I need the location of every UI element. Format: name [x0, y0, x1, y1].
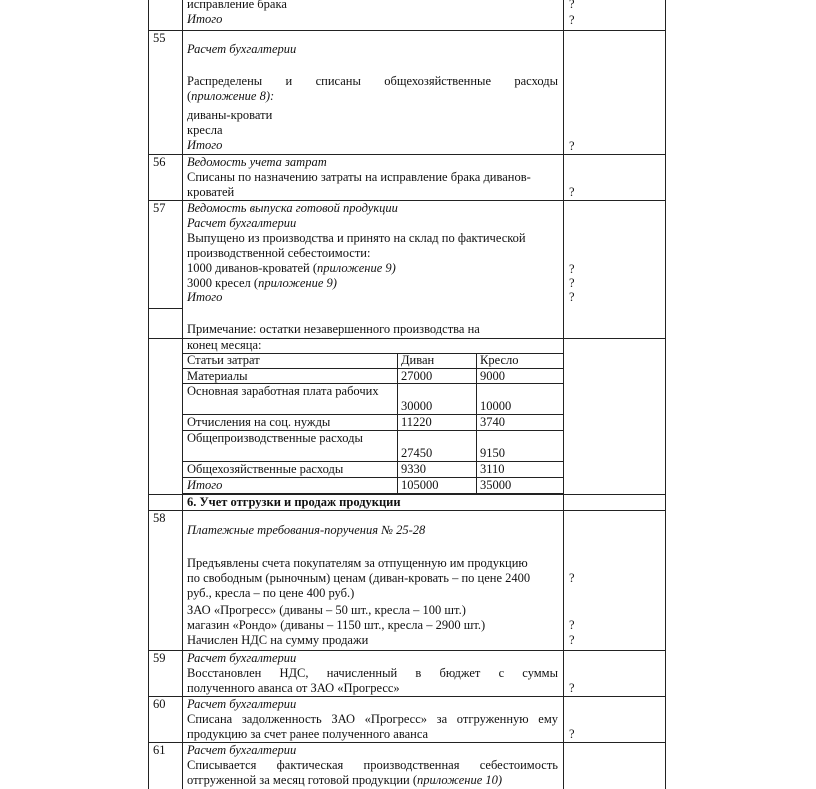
wip-row-label: Основная заработная плата рабочих — [187, 384, 379, 398]
row57-note1: Примечание: остатки незавершенного производства на — [187, 322, 480, 336]
row56-text1: Списаны по назначению затраты на исправление брака диванов- — [187, 170, 531, 184]
wip-row-label: Отчисления на соц. нужды — [187, 415, 331, 429]
table-border-right — [665, 0, 666, 789]
row59-doc: Расчет бухгалтерии — [187, 651, 297, 665]
wip-row-label: Материалы — [187, 369, 248, 383]
wip-row-chair: 3740 — [480, 415, 505, 429]
wip-header-sofa: Диван — [401, 353, 435, 367]
wip-row-label: Итого — [187, 478, 223, 492]
section-heading: 6. Учет отгрузки и продаж продукции — [187, 495, 401, 509]
row58-text4: ЗАО «Прогресс» (диваны – 50 шт., кресла – 100 шт.) — [187, 603, 466, 617]
row59-text1: Восстановлен НДС, начисленный в бюджет с суммы — [187, 666, 558, 680]
table-border-mid — [563, 0, 564, 789]
row61-number: 61 — [153, 743, 166, 757]
row56-doc: Ведомость учета затрат — [187, 155, 327, 169]
row54-q2: ? — [569, 13, 575, 27]
row57-text1: Выпущено из производства и принято на склад по фактической — [187, 231, 526, 245]
row55-text1: Распределены и списаны общехозяйственные расходы — [187, 74, 558, 88]
row58-text2: по свободным (рыночным) ценам (диван-кровать – по цене 2400 — [187, 571, 531, 585]
wip-header-chair: Кресло — [480, 353, 519, 367]
row58-number: 58 — [153, 511, 166, 525]
row57-line2: 3000 кресел (приложение 9) — [187, 276, 337, 290]
row55-item1: диваны-кровати — [187, 108, 273, 122]
row58-q3: ? — [569, 633, 575, 647]
row58-text5: магазин «Рондо» (диваны – 1150 шт., кресла – 2900 шт.) — [187, 618, 486, 632]
wip-row-sofa: 105000 — [401, 478, 439, 492]
wip-row-sofa: 27000 — [401, 369, 433, 383]
row60-number: 60 — [153, 697, 166, 711]
row-divider — [148, 510, 666, 511]
row54-text: исправление брака — [187, 0, 287, 11]
wip-row-label: Общепроизводственные расходы — [187, 431, 363, 445]
row59-number: 59 — [153, 651, 166, 665]
row57-text2: производственной себестоимости: — [187, 246, 371, 260]
row56-text2: кроватей — [187, 185, 235, 199]
wip-row-chair: 9000 — [480, 369, 505, 383]
row55-item2: кресла — [187, 123, 223, 137]
row57-doc2: Расчет бухгалтерии — [187, 216, 297, 230]
row59-q: ? — [569, 681, 575, 695]
row-divider — [148, 30, 666, 31]
row60-q: ? — [569, 727, 575, 741]
wip-row-sofa: 27450 — [401, 446, 433, 460]
row59-text2: полученного аванса от ЗАО «Прогресс» — [187, 681, 400, 695]
wip-row-label: Общехозяйственные расходы — [187, 462, 344, 476]
wip-row-sofa: 9330 — [401, 462, 426, 476]
row61-text1: Списывается фактическая производственная себестоимость — [187, 758, 558, 772]
row61-text2: отгруженной за месяц готовой продукции (приложение 10) — [187, 773, 503, 787]
row58-text3: руб., кресла – по цене 400 руб.) — [187, 586, 355, 600]
row55-q: ? — [569, 139, 575, 153]
row58-q1: ? — [569, 571, 575, 585]
wip-table — [183, 353, 563, 494]
row57-doc1: Ведомость выпуска готовой продукции — [187, 201, 398, 215]
wip-row-sofa: 30000 — [401, 399, 433, 413]
row55-text2: (приложение 8): — [187, 89, 275, 103]
row61-doc: Расчет бухгалтерии — [187, 743, 297, 757]
row54-q1: ? — [569, 0, 575, 11]
wip-header-item: Статьи затрат — [187, 353, 260, 367]
row58-q2: ? — [569, 618, 575, 632]
row57-line1: 1000 диванов-кроватей (приложение 9) — [187, 261, 396, 275]
row60-text1: Списана задолженность ЗАО «Прогресс» за отгруженную ему — [187, 712, 558, 726]
wip-row-chair: 35000 — [480, 478, 512, 492]
row56-number: 56 — [153, 155, 166, 169]
row58-doc: Платежные требования-поручения № 25-28 — [187, 523, 426, 537]
wip-row-sofa: 11220 — [401, 415, 432, 429]
row55-doc: Расчет бухгалтерии — [187, 42, 297, 56]
row60-doc: Расчет бухгалтерии — [187, 697, 297, 711]
wip-row-chair: 9150 — [480, 446, 505, 460]
row-divider — [148, 308, 183, 309]
row55-number: 55 — [153, 31, 166, 45]
wip-row-chair: 10000 — [480, 399, 512, 413]
wip-row-chair: 3110 — [480, 462, 505, 476]
row57-q2: ? — [569, 276, 575, 290]
row54-total: Итого — [187, 12, 223, 26]
table-border-left — [148, 0, 149, 789]
row55-total: Итого — [187, 138, 223, 152]
row57-number: 57 — [153, 201, 166, 215]
row58-text1: Предъявлены счета покупателям за отпущенную им продукцию — [187, 556, 528, 570]
row57-total: Итого — [187, 290, 223, 304]
row56-q: ? — [569, 185, 575, 199]
row57-q1: ? — [569, 262, 575, 276]
row57-q3: ? — [569, 290, 575, 304]
row60-text2: продукцию за счет ранее полученного аванса — [187, 727, 429, 741]
row58-text6: Начислен НДС на сумму продажи — [187, 633, 369, 647]
row57-note2: конец месяца: — [187, 338, 262, 352]
